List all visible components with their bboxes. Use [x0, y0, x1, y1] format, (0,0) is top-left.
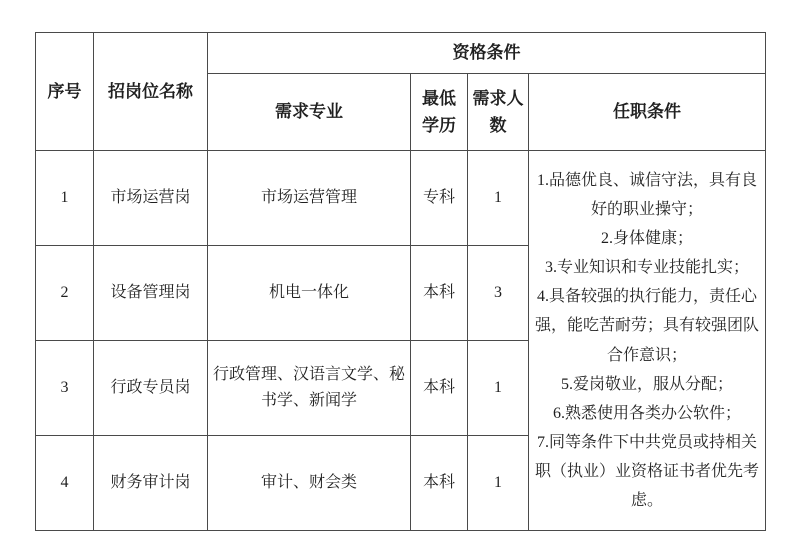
- requirements-cell: [529, 151, 766, 531]
- requirement-item: 2.身体健康；: [600, 230, 693, 248]
- cell-position: 财务审计岗: [94, 436, 208, 531]
- requirement-item: 1.品德优良、诚信守法，具有良好的职业操守；: [536, 171, 757, 218]
- cell-headcount: 3: [468, 246, 529, 341]
- table-row: [36, 151, 766, 246]
- cell-headcount: 1: [468, 436, 529, 531]
- cell-seq: 3: [36, 341, 94, 436]
- requirement-item: 5.爱岗敬业，服从分配；: [560, 375, 733, 393]
- cell-education: 本科: [411, 246, 468, 341]
- cell-education: 本科: [411, 341, 468, 436]
- cell-education: 专科: [411, 151, 468, 246]
- header-qualification-group: 资格条件: [208, 33, 766, 74]
- header-education: 最低学历: [411, 74, 468, 151]
- header-headcount: 需求人数: [468, 74, 529, 151]
- requirement-item: 4.具备较强的执行能力，责任心强，能吃苦耐劳；具有较强团队合作意识；: [534, 288, 759, 364]
- header-requirements: 任职条件: [529, 74, 766, 151]
- cell-position: 市场运营岗: [94, 151, 208, 246]
- cell-seq: 4: [36, 436, 94, 531]
- requirement-item: 7.同等条件下中共党员或持相关职（执业）业资格证书者优先考虑。: [534, 433, 759, 510]
- cell-position: 行政专员岗: [94, 341, 208, 436]
- requirement-item: 6.熟悉使用各类办公软件；: [552, 404, 741, 422]
- requirement-item: 3.专业知识和专业技能扎实；: [544, 259, 749, 277]
- header-row-group: [36, 33, 766, 74]
- cell-seq: 1: [36, 151, 94, 246]
- header-position-name: 招岗位名称: [94, 33, 208, 151]
- cell-seq: 2: [36, 246, 94, 341]
- recruitment-table: [35, 32, 766, 531]
- cell-major: 审计、财会类: [208, 436, 411, 531]
- cell-headcount: 1: [468, 341, 529, 436]
- cell-major: 机电一体化: [208, 246, 411, 341]
- cell-major: 市场运营管理: [208, 151, 411, 246]
- header-major: 需求专业: [208, 74, 411, 151]
- cell-headcount: 1: [468, 151, 529, 246]
- cell-education: 本科: [411, 436, 468, 531]
- cell-major: 行政管理、汉语言文学、秘书学、新闻学: [208, 341, 411, 436]
- header-seq: 序号: [36, 33, 94, 151]
- cell-position: 设备管理岗: [94, 246, 208, 341]
